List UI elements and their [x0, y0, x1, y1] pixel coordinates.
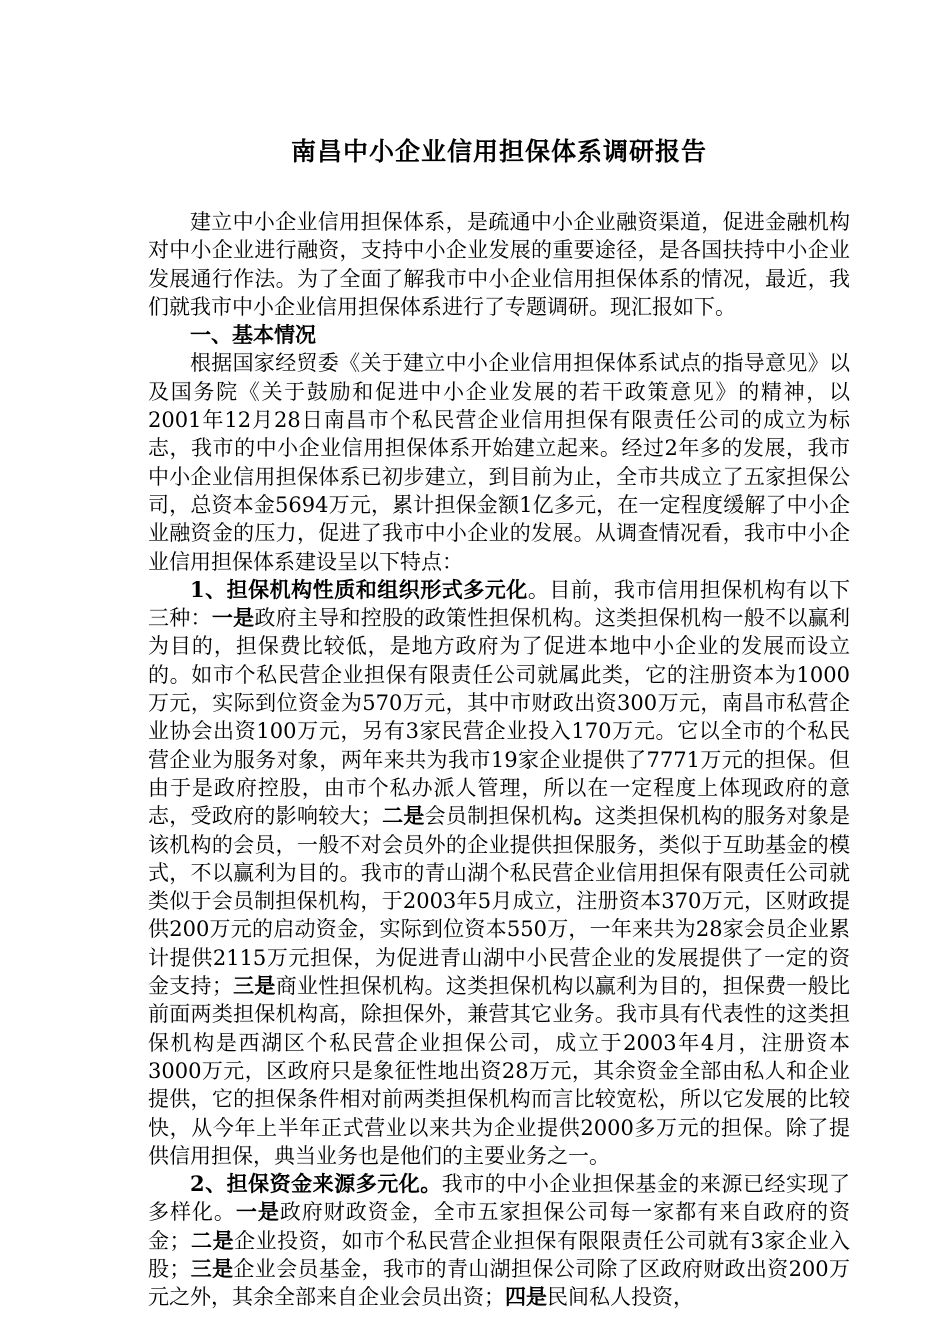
document-page: [148, 132, 850, 1312]
point-1-text-a: 。目前，我市信用担保机构有以下三种：: [148, 577, 850, 631]
point-2-keyword-first: 一是: [235, 1199, 280, 1225]
point-1-text-d: 这类担保机构的服务对象是该机构的会员，一般不对会员外的企业提供担保服务，类似于互助基金的模式，不以赢利为目的。我市的青山湖个私民营企业信用担保有限责任公司就类似于会员制担保机构，于2003年5月成立，注册资本370万元，区财政提供200万元的启动资金，实际到位资本550万，一年来共为28家会员企业累计提供2115万元担保，为促进青山湖中小民营企业的发展提供了一定的资金支持；: [148, 804, 850, 999]
point-1-text-c: 会员制担保机构: [424, 804, 574, 829]
point-2-text-c: 企业投资，如市个私民营企业担保有限限责任公司就有3家企业入股；: [148, 1228, 851, 1281]
point-2-keyword-fourth: 四是: [505, 1284, 547, 1310]
document-title: 南昌中小企业信用担保体系调研报告: [290, 137, 707, 166]
point-2-keyword-second: 二是: [190, 1227, 235, 1253]
point-2-keyword-third: 三是: [190, 1255, 234, 1281]
section-heading-basic: 一、基本情况: [190, 323, 316, 348]
point-1-keyword-third: 三是: [232, 973, 276, 999]
point-2-heading: 2、担保资金来源多元化。: [190, 1171, 442, 1197]
point-2-paragraph: [148, 1170, 850, 1311]
basic-situation-paragraph: 根据国家经贸委《关于建立中小企业信用担保体系试点的指导意见》以及国务院《关于鼓励和促进中小企业发展的若干政策意见》的精神，以2001年12月28日南昌市个私民营企业信用担保有限责任公司的成立为标志，我市的中小企业信用担保体系开始建立起来。经过2年多的发展，我市中小企业信用担保体系已初步建立，到目前为止，全市共成立了五家担保公司，总资本金5694万元，累计担保金额1亿多元，在一定程度缓解了中小企业融资金的压力，促进了我市中小企业的发展。从调查情况看，我市中小企业信用担保体系建设呈以下特点：: [148, 351, 850, 574]
point-2-text-e: 民间私人投资，: [547, 1285, 694, 1310]
document-body: [148, 208, 850, 1312]
point-2-text-d: 企业会员基金，我市的青山湖担保公司除了区政府财政出资200万元之外，其余全部来自企业会员出资；: [148, 1256, 851, 1310]
point-2-text-b: 政府财政资金，全市五家担保公司每一家都有来自政府的资金；: [148, 1200, 851, 1253]
point-1-text-b: 政府主导和控股的政策性担保机构。这类担保机构一般不以赢利为目的，担保费比较低，是地方政府为了促进本地中小企业的发展而设立的。如市个私民营企业担保有限责任公司就属此类，它的注册资本为1000万元，实际到位资金为570万元，其中市财政出资300万元，南昌市私营企业协会出资100万元，另有3家民营企业投入170万元。它以全市的个私民营企业为服务对象，两年来共为我市19家企业提供了7771万元的担保。但由于是政府控股，由市个私办派人管理，所以在一定程度上体现政府的意志，受政府的影响较大；: [148, 606, 850, 829]
point-1-keyword-second: 二是: [381, 803, 425, 829]
point-1-text-e: 商业性担保机构。这类担保机构以赢利为目的，担保费一般比前面两类担保机构高，除担保外，兼营其它业务。我市具有代表性的这类担保机构是西湖区个私民营企业担保公司，成立于2003年4月，注册资本3000万元，区政府只是象征性地出资28万元，其余资金全部由私人和企业提供，它的担保条件相对前两类担保机构而言比较宽松，所以它发展的比较快，从今年上半年正式营业以来共为企业提供2000多万元的担保。除了提供信用担保，典当业务也是他们的主要业务之一。: [148, 974, 850, 1168]
point-1-period: 。: [573, 803, 595, 829]
point-1-paragraph: [148, 576, 850, 1170]
point-1-heading: 1、担保机构性质和组织形式多元化: [190, 576, 528, 602]
point-1-keyword-first: 一是: [211, 605, 255, 631]
point-2-text-a: 我市的中小企业担保基金的来源已经实现了多样化。: [148, 1172, 850, 1225]
intro-paragraph: 建立中小企业信用担保体系，是疏通中小企业融资渠道，促进金融机构对中小企业进行融资，支持中小企业发展的重要途径，是各国扶持中小企业发展通行作法。为了全面了解我市中小企业信用担保体系的情况，最近，我们就我市中小企业信用担保体系进行了专题调研。现汇报如下。: [148, 210, 850, 319]
